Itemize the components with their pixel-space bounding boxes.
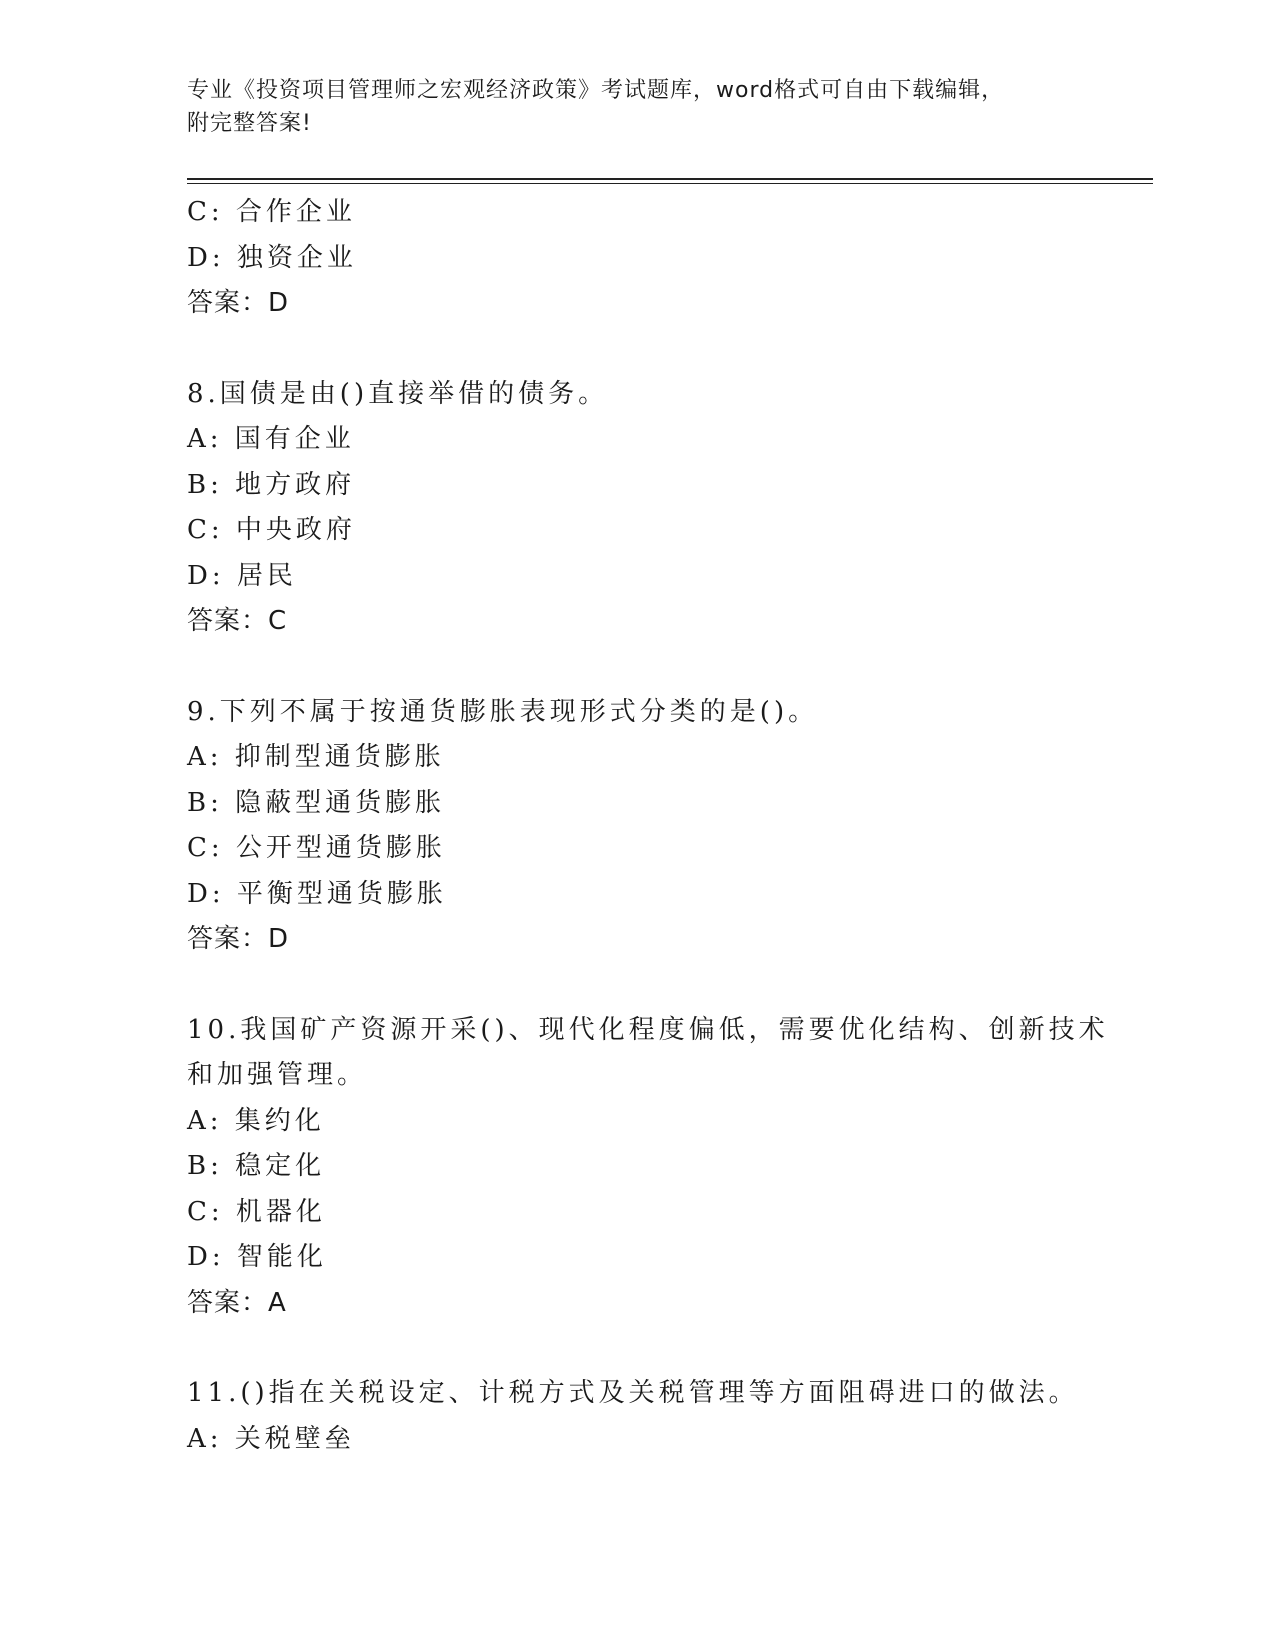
question-9 <box>187 690 1153 963</box>
option-a: A: 集约化 <box>187 1105 325 1136</box>
document-header <box>187 74 1087 140</box>
spacer <box>187 327 1153 372</box>
question-title: 8.国债是由()直接举借的债务。 <box>187 378 609 409</box>
question-list <box>187 190 1153 1462</box>
question-11 <box>187 1371 1153 1462</box>
option-c: C: 公开型通货膨胀 <box>187 833 446 863</box>
option-d: D: 智能化 <box>187 1242 327 1272</box>
option-b: B: 隐蔽型通货膨胀 <box>187 787 446 818</box>
option-a: A: 国有企业 <box>187 424 355 454</box>
option-d: D: 独资企业 <box>187 242 357 273</box>
header-divider-thick <box>187 178 1153 180</box>
header-divider-thin <box>187 183 1153 184</box>
answer-line: 答案：C <box>187 606 288 636</box>
question-8 <box>187 372 1153 645</box>
answer-line: 答案：A <box>187 1287 287 1318</box>
spacer <box>187 645 1153 690</box>
option-c: C: 中央政府 <box>187 515 356 545</box>
answer-line: 答案：D <box>187 924 290 954</box>
option-c: C: 合作企业 <box>187 197 356 227</box>
question-7-tail <box>187 190 1153 327</box>
option-b: B: 地方政府 <box>187 469 356 500</box>
option-a: A: 关税壁垒 <box>187 1423 355 1454</box>
option-b: B: 稳定化 <box>187 1151 326 1181</box>
option-c: C: 机器化 <box>187 1196 326 1227</box>
question-title-line-1: 10.我国矿产资源开采()、现代化程度偏低，需要优化结构、创新技术 <box>187 1014 1109 1045</box>
question-title: 9.下列不属于按通货膨胀表现形式分类的是()。 <box>187 696 819 727</box>
answer-line: 答案：D <box>187 288 290 318</box>
spacer <box>187 963 1153 1008</box>
question-10 <box>187 1008 1153 1327</box>
option-d: D: 平衡型通货膨胀 <box>187 878 447 909</box>
option-a: A: 抑制型通货膨胀 <box>187 742 445 772</box>
spacer <box>187 1326 1153 1371</box>
header-line-2: 附完整答案! <box>187 111 312 136</box>
header-line-1: 专业《投资项目管理师之宏观经济政策》考试题库，word格式可自由下载编辑， <box>187 78 1005 103</box>
question-title: 11.()指在关税设定、计税方式及关税管理等方面阻碍进口的做法。 <box>187 1378 1079 1408</box>
option-d: D: 居民 <box>187 560 297 591</box>
question-title-line-2: 和加强管理。 <box>187 1060 368 1090</box>
